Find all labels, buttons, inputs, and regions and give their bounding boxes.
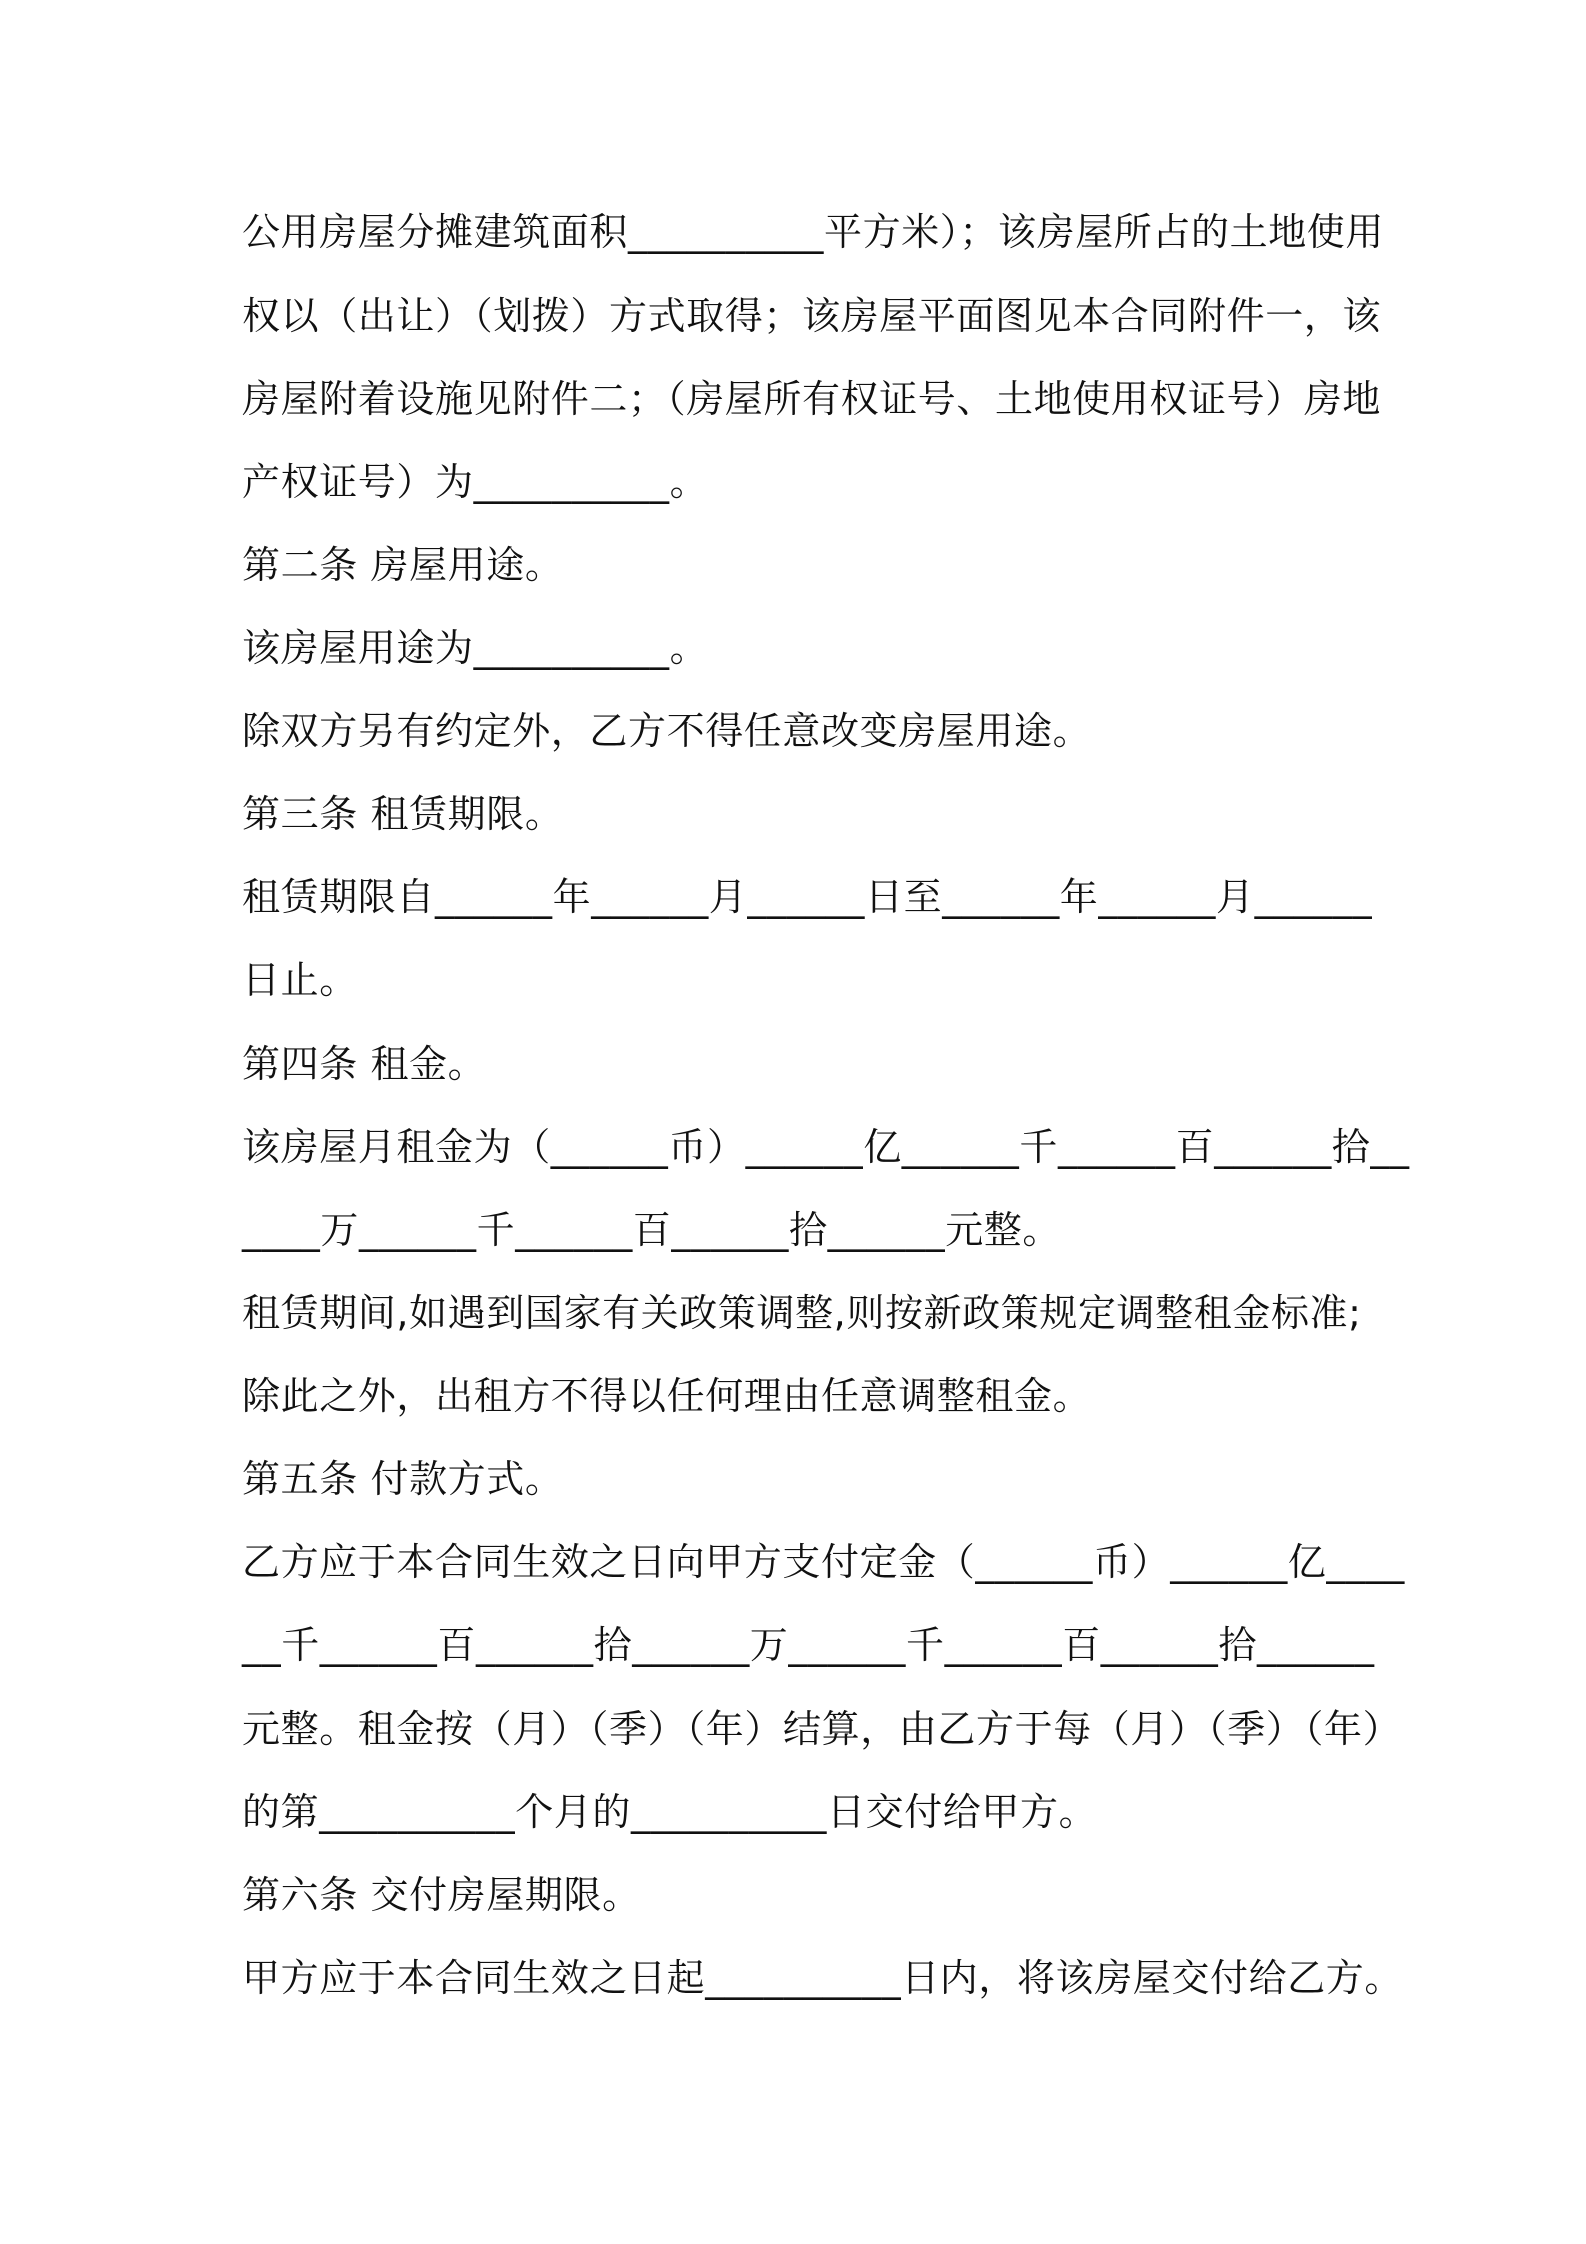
article-heading: 第四条 租金。 bbox=[242, 1042, 487, 1086]
text-line: 甲方应于本合同生效之日起__________日内，将该房屋交付给乙方。 bbox=[242, 1956, 1404, 2000]
article-heading: 第六条 交付房屋期限。 bbox=[242, 1873, 641, 1917]
text-line: 租赁期限自______年______月______日至______年______月______ bbox=[242, 875, 1373, 919]
text-line: __千______百______拾______万______千______百______拾______ bbox=[242, 1623, 1375, 1667]
article-heading: 第二条 房屋用途。 bbox=[242, 543, 564, 587]
text-line: 公用房屋分摊建筑面积__________平方米）；该房屋所占的土地使用 bbox=[242, 210, 1385, 254]
text-line: 日止。 bbox=[242, 958, 358, 1002]
article-heading: 第五条 付款方式。 bbox=[242, 1457, 564, 1501]
text-line: 租赁期间,如遇到国家有关政策调整,则按新政策规定调整租金标准; bbox=[242, 1291, 1362, 1335]
text-line: 产权证号）为__________。 bbox=[242, 460, 709, 504]
text-line: 房屋附着设施见附件二；（房屋所有权证号、土地使用权证号）房地 bbox=[242, 377, 1382, 421]
text-line: 除此之外，出租方不得以任何理由任意调整租金。 bbox=[242, 1374, 1092, 1418]
text-line: 的第__________个月的__________日交付给甲方。 bbox=[242, 1790, 1098, 1834]
text-line: ____万______千______百______拾______元整。 bbox=[242, 1208, 1062, 1252]
text-line: 该房屋用途为__________。 bbox=[242, 626, 709, 670]
text-line: 该房屋月租金为（______币）______亿______千______百______拾__ bbox=[242, 1125, 1410, 1169]
text-line: 乙方应于本合同生效之日向甲方支付定金（______币）______亿____ bbox=[242, 1540, 1405, 1584]
text-line: 元整。租金按（月）（季）（年）结算，由乙方于每（月）（季）（年） bbox=[242, 1707, 1402, 1751]
text-line: 权以（出让）（划拨）方式取得；该房屋平面图见本合同附件一，该 bbox=[242, 294, 1382, 338]
article-heading: 第三条 租赁期限。 bbox=[242, 792, 564, 836]
text-line: 除双方另有约定外，乙方不得任意改变房屋用途。 bbox=[242, 709, 1092, 753]
